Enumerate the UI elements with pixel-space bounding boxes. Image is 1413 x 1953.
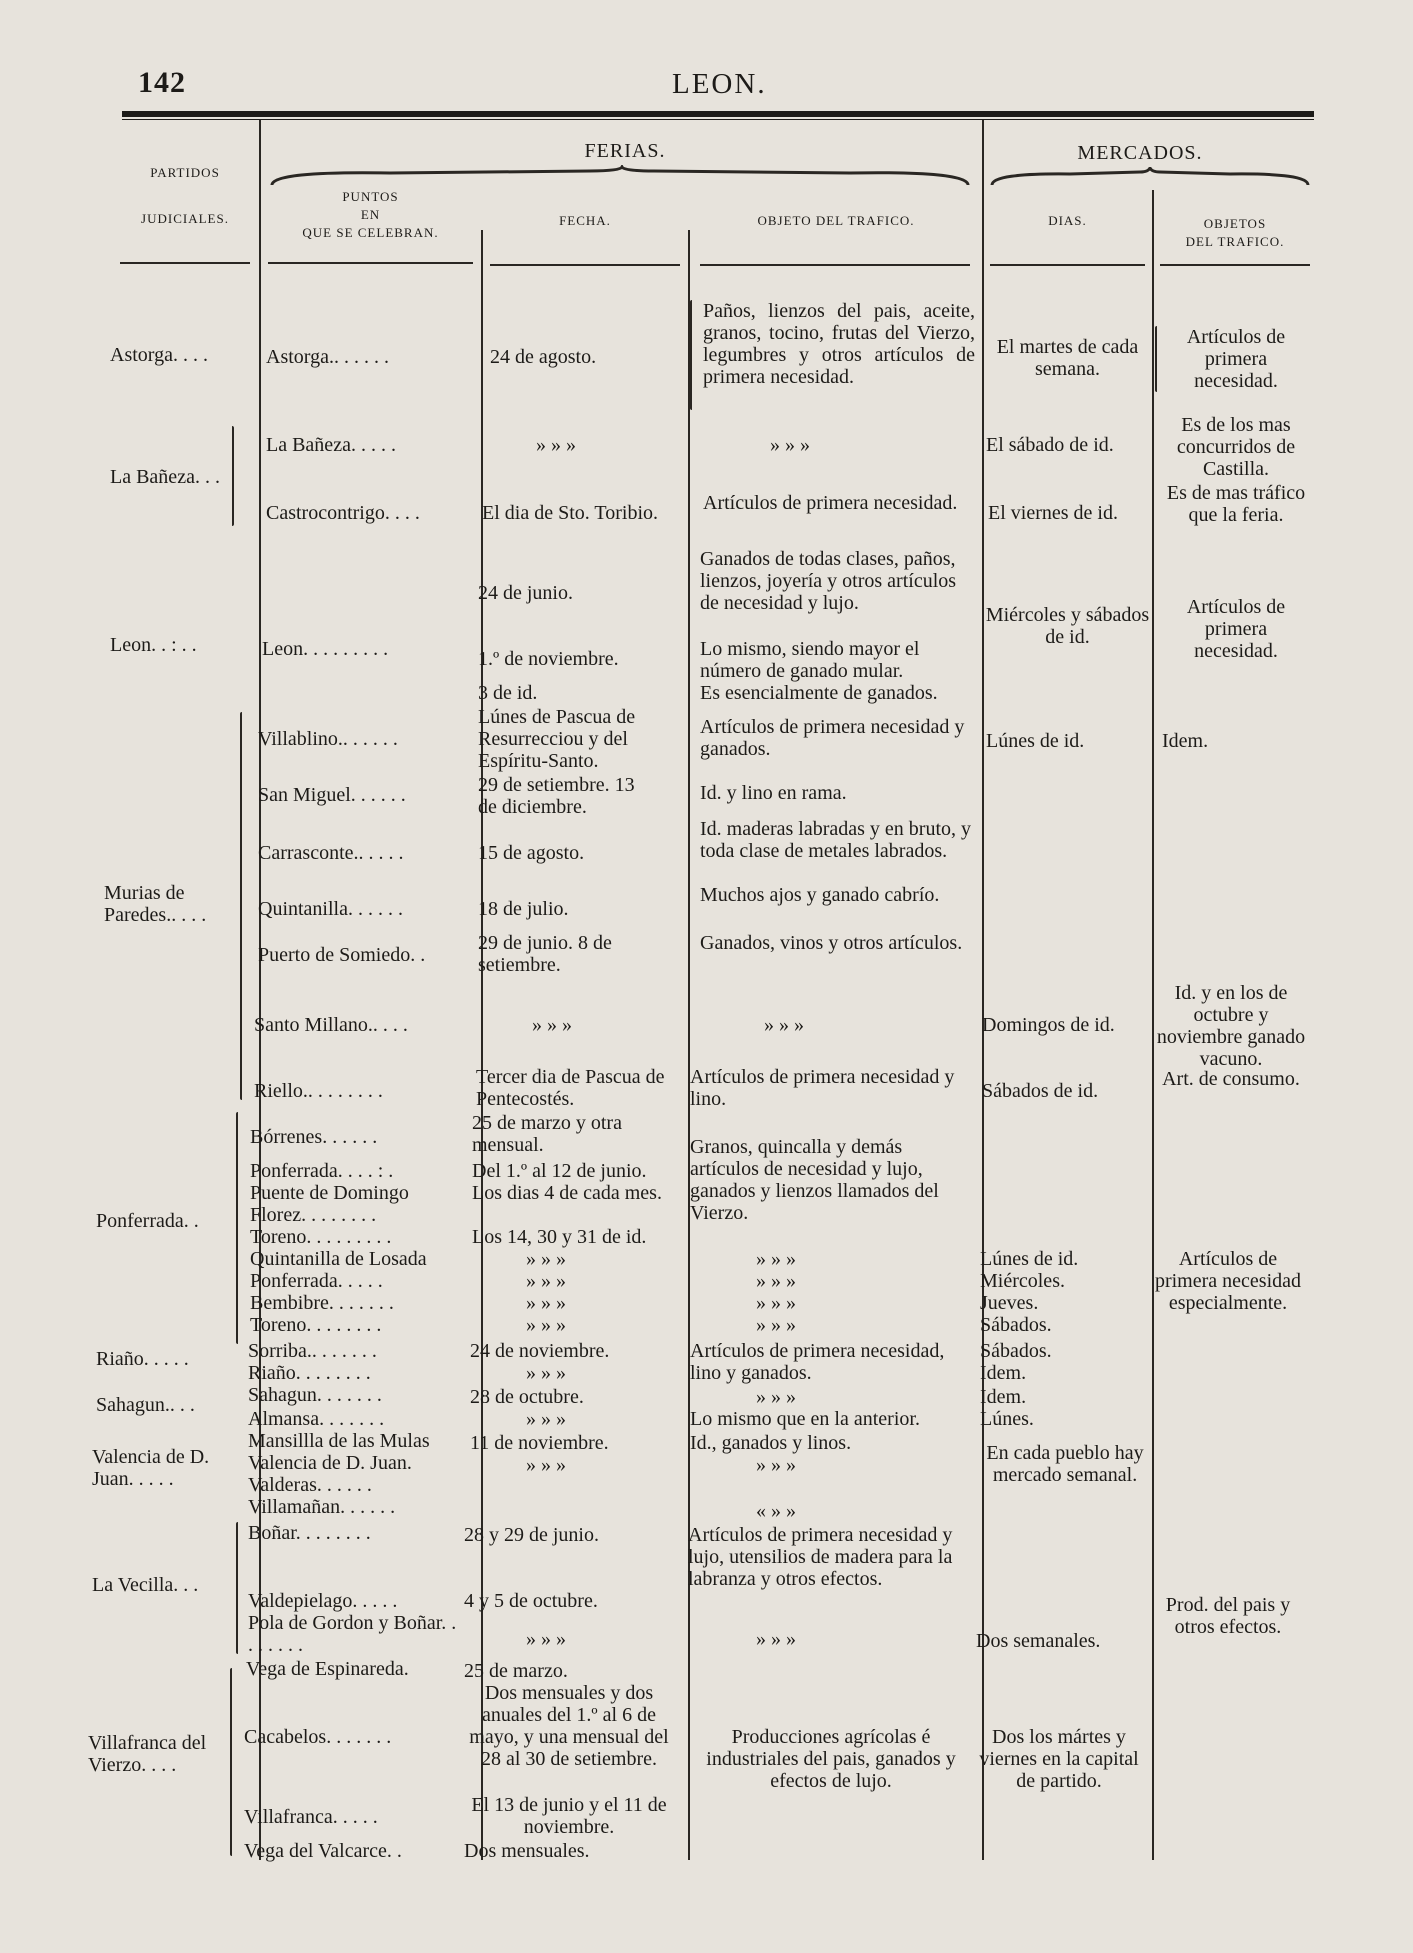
- fecha-riello: Tercer dia de Pascua de Pentecostés.: [476, 1066, 665, 1110]
- header-partidos: [120, 150, 250, 242]
- fecha-villablino: Lúnes de Pascua de Resurrecciou y del Espíritu-Santo.: [478, 706, 636, 772]
- objetos-millano: Id. y en los de octubre y noviembre ganado vacuno.: [1156, 982, 1306, 1070]
- header-rule: [120, 262, 250, 264]
- dias-riano: Idem.: [980, 1362, 1027, 1384]
- dias-sahagun: Idem.: [980, 1386, 1027, 1408]
- punto-mansilla: Mansillla de las Mulas: [248, 1430, 430, 1452]
- punto-valdepielago: Valdepielago. . . . .: [248, 1590, 398, 1612]
- header-puntos-line1: PUNTOS: [342, 189, 399, 204]
- objetos-riello: Art. de consumo.: [1162, 1068, 1300, 1090]
- punto-ponferrada-1: Ponferrada. . . . : .: [250, 1160, 394, 1182]
- punto-baneza: La Bañeza. . . . .: [266, 434, 396, 456]
- mercados-brace: [990, 167, 1310, 189]
- header-objetos: [1160, 215, 1310, 251]
- punto-sahagun: Sahagun. . . . . . .: [248, 1384, 382, 1406]
- dias-leon: Miércoles y sábados de id.: [985, 604, 1150, 648]
- objeto-somiedo: Ganados, vinos y otros artículos.: [700, 932, 963, 954]
- punto-villamanan: Villamañan. . . . . .: [248, 1496, 396, 1518]
- brace-partido-baneza: [232, 426, 234, 526]
- punto-millano: Santo Millano.. . . .: [254, 1014, 408, 1036]
- header-ferias: FERIAS.: [584, 140, 666, 162]
- punto-bonar: Boñar. . . . . . . .: [248, 1522, 371, 1544]
- fecha-toreno-2: » » »: [526, 1314, 566, 1336]
- dias-baneza: El sábado de id.: [986, 434, 1114, 456]
- objetos-ponferrada: Artículos de primera necesidad especialmente.: [1154, 1248, 1302, 1314]
- top-rule-thin: [122, 119, 1314, 120]
- dias-villafranca: Dos los mártes y viernes en la capital de partido.: [979, 1726, 1139, 1792]
- objeto-bembibre: » » »: [756, 1292, 796, 1314]
- objeto-pola: » » »: [756, 1628, 796, 1650]
- objeto-toreno-2: » » »: [756, 1314, 796, 1336]
- objeto-astorga: Paños, lienzos del pais, aceite, granos, tocino, frutas del Vierzo, legumbres y otros artículos de primera necesidad.: [703, 300, 975, 388]
- header-dias: DIAS.: [1048, 213, 1087, 228]
- objeto-villamanan: « » »: [756, 1500, 796, 1522]
- dias-bembibre: Jueves.: [980, 1292, 1039, 1314]
- fecha-almansa: » » »: [526, 1408, 566, 1430]
- fecha-valcarce: Dos mensuales.: [464, 1840, 590, 1862]
- objetos-villablino: Idem.: [1162, 730, 1209, 752]
- dias-vecilla: Dos semanales.: [976, 1630, 1101, 1652]
- fecha-ponferrada-1: Del 1.º al 12 de junio.: [472, 1160, 647, 1182]
- dias-almansa: Lúnes.: [980, 1408, 1034, 1430]
- dias-toreno-2: Sábados.: [980, 1314, 1052, 1336]
- punto-riello: Riello.. . . . . . . .: [254, 1080, 383, 1102]
- punto-almansa: Almansa. . . . . . .: [248, 1408, 385, 1430]
- header-rule: [268, 262, 473, 264]
- header-fecha: FECHA.: [559, 213, 611, 228]
- brace-objetos-astorga: [1155, 326, 1157, 392]
- fecha-sorriba: 24 de noviembre.: [470, 1340, 610, 1362]
- objeto-leon-2: Lo mismo, siendo mayor el número de ganado mular.: [700, 638, 920, 682]
- punto-sanmiguel: San Miguel. . . . . .: [258, 784, 406, 806]
- punto-valencia: Valencia de D. Juan.: [248, 1452, 412, 1474]
- page-number: 142: [138, 66, 186, 99]
- fecha-leon-3: 3 de id.: [478, 682, 538, 704]
- partido-murias: Murias de Paredes.. . . .: [104, 882, 207, 926]
- fecha-quintanilla: 18 de julio.: [478, 898, 569, 920]
- dias-castrocontrigo: El viernes de id.: [988, 502, 1118, 524]
- dias-villablino: Lúnes de id.: [986, 730, 1085, 752]
- fecha-leon-2: 1.º de noviembre.: [478, 648, 619, 670]
- objeto-almansa: Lo mismo que en la anterior.: [690, 1408, 920, 1430]
- punto-vega: Vega de Espinareda.: [246, 1658, 409, 1680]
- objeto-millano: » » »: [764, 1014, 804, 1036]
- top-rule: [122, 111, 1314, 117]
- punto-borrenes: Bórrenes. . . . . .: [250, 1126, 378, 1148]
- fecha-bonar: 28 y 29 de junio.: [464, 1524, 599, 1546]
- fecha-valencia: » » »: [526, 1454, 566, 1476]
- objetos-astorga: Artículos de primera necesidad.: [1186, 326, 1286, 392]
- punto-carrasconte: Carrasconte.. . . . .: [258, 842, 404, 864]
- dias-ponferrada-2: Miércoles.: [980, 1270, 1065, 1292]
- header-partidos-line1: PARTIDOS: [150, 165, 220, 180]
- fecha-mansilla: 11 de noviembre.: [470, 1432, 609, 1454]
- partido-baneza: La Bañeza. . .: [110, 466, 220, 488]
- punto-puente: Puente de Domingo Florez. . . . . . . .: [250, 1182, 409, 1226]
- dias-riello: Sábados de id.: [982, 1080, 1099, 1102]
- partido-astorga: Astorga. . . .: [110, 344, 208, 366]
- dias-losada: Lúnes de id.: [980, 1248, 1079, 1270]
- objeto-valencia: » » »: [756, 1454, 796, 1476]
- fecha-millano: » » »: [532, 1014, 572, 1036]
- header-puntos-line2: EN: [360, 207, 381, 222]
- objeto-riano-group: Artículos de primera necesidad, lino y ganados.: [690, 1340, 945, 1384]
- punto-toreno-2: Toreno. . . . . . . .: [250, 1314, 382, 1336]
- partido-valencia: Valencia de D. Juan. . . . .: [92, 1446, 210, 1490]
- objeto-losada: » » »: [756, 1248, 796, 1270]
- objetos-baneza: Es de los mas concurridos de Castilla.: [1176, 414, 1296, 480]
- header-objetos-line2: DEL TRAFICO.: [1185, 234, 1285, 249]
- fecha-villafranca: El 13 de junio y el 11 de noviembre.: [471, 1794, 667, 1838]
- objeto-sanmiguel: Id. y lino en rama.: [700, 782, 847, 804]
- fecha-toreno-1: Los 14, 30 y 31 de id.: [472, 1226, 647, 1248]
- fecha-losada: » » »: [526, 1248, 566, 1270]
- fecha-cacabelos: Dos mensuales y dos anuales del 1.º al 6 de mayo, y una mensual del 28 al 30 de setiembre.: [469, 1682, 669, 1770]
- objeto-villablino: Artículos de primera necesidad y ganados.: [700, 716, 965, 760]
- objeto-leon-3: Es esencialmente de ganados.: [700, 682, 938, 704]
- partido-vecilla: La Vecilla. . .: [92, 1574, 199, 1596]
- header-rule: [490, 264, 680, 266]
- header-mercados: MERCADOS.: [1077, 142, 1203, 164]
- objeto-quintanilla: Muchos ajos y ganado cabrío.: [700, 884, 940, 906]
- objeto-villafranca: Producciones agrícolas é industriales del pais, ganados y efectos de lujo.: [706, 1726, 956, 1792]
- dias-valencia: En cada pueblo hay mercado semanal.: [986, 1442, 1144, 1486]
- fecha-carrasconte: 15 de agosto.: [478, 842, 585, 864]
- header-rule: [700, 264, 970, 266]
- punto-valcarce: Vega del Valcarce. .: [244, 1840, 402, 1862]
- objeto-riello: Artículos de primera necesidad y lino.: [690, 1066, 955, 1110]
- brace-objeto-astorga: [690, 300, 692, 410]
- fecha-borrenes: 25 de marzo y otra mensual.: [472, 1112, 622, 1156]
- header-rule: [990, 264, 1145, 266]
- punto-bembibre: Bembibre. . . . . . .: [250, 1292, 394, 1314]
- punto-quintanilla: Quintanilla. . . . . .: [258, 898, 403, 920]
- punto-pola: Pola de Gordon y Boñar. . . . . . . .: [248, 1612, 457, 1656]
- header-puntos-line3: QUE SE CELEBRAN.: [302, 225, 439, 240]
- fecha-somiedo: 29 de junio. 8 de setiembre.: [478, 932, 612, 976]
- punto-villablino: Villablino.. . . . . .: [258, 728, 398, 750]
- fecha-sahagun: 28 de octubre.: [470, 1386, 584, 1408]
- fecha-bembibre: » » »: [526, 1292, 566, 1314]
- fecha-sanmiguel: 29 de setiembre. 13 de diciembre.: [478, 774, 635, 818]
- objetos-vecilla: Prod. del pais y otros efectos.: [1165, 1594, 1291, 1638]
- header-objetos-line1: OBJETOS: [1203, 216, 1267, 231]
- objeto-castrocontrigo: Artículos de primera necesidad.: [703, 492, 958, 514]
- objeto-carrasconte: Id. maderas labradas y en bruto, y toda clase de metales labrados.: [700, 818, 972, 862]
- fecha-astorga: 24 de agosto.: [490, 346, 597, 368]
- partido-sahagun: Sahagun.. . .: [96, 1394, 195, 1416]
- fecha-castrocontrigo: El dia de Sto. Toribio.: [482, 502, 658, 524]
- punto-leon: Leon. . . . . . . . .: [262, 638, 389, 660]
- punto-ponferrada-2: Ponferrada. . . . .: [250, 1270, 383, 1292]
- brace-partido-vecilla: [236, 1522, 238, 1654]
- punto-riano: Riaño. . . . . . . .: [248, 1362, 371, 1384]
- page-title: LEON.: [672, 68, 767, 100]
- punto-villafranca: Villafranca. . . . .: [244, 1806, 378, 1828]
- punto-castrocontrigo: Castrocontrigo. . . .: [266, 502, 420, 524]
- punto-somiedo: Puerto de Somiedo. .: [258, 944, 426, 966]
- objeto-ponferrada-group: Granos, quincalla y demás artículos de necesidad y lujo, ganados y lienzos llamados del Vierzo.: [690, 1136, 939, 1224]
- partido-riano: Riaño. . . . .: [96, 1348, 189, 1370]
- partido-leon: Leon. . : . .: [110, 634, 197, 656]
- punto-sorriba: Sorriba.. . . . . . .: [248, 1340, 377, 1362]
- dias-millano: Domingos de id.: [982, 1014, 1115, 1036]
- punto-cacabelos: Cacabelos. . . . . . .: [244, 1726, 392, 1748]
- objetos-castrocontrigo: Es de mas tráfico que la feria.: [1166, 482, 1306, 526]
- header-rule: [1160, 264, 1310, 266]
- punto-losada: Quintanilla de Losada: [250, 1248, 427, 1270]
- header-puntos: [268, 188, 473, 242]
- partido-ponferrada: Ponferrada. .: [96, 1210, 199, 1232]
- objeto-baneza: » » »: [770, 434, 810, 456]
- objeto-leon-1: Ganados de todas clases, paños, lienzos, joyería y otros artículos de necesidad y lujo.: [700, 548, 957, 614]
- ferias-brace: [270, 165, 970, 189]
- fecha-valdepielago: 4 y 5 de octubre.: [464, 1590, 598, 1612]
- punto-toreno-1: Toreno. . . . . . . . .: [250, 1226, 392, 1248]
- fecha-pola: » » »: [526, 1628, 566, 1650]
- objeto-ponferrada-2: » » »: [756, 1270, 796, 1292]
- objeto-sahagun: » » »: [756, 1386, 796, 1408]
- objeto-bonar: Artículos de primera necesidad y lujo, utensilios de madera para la labranza y otros efectos.: [688, 1524, 953, 1590]
- objetos-leon: Artículos de primera necesidad.: [1186, 596, 1286, 662]
- header-objeto: OBJETO DEL TRAFICO.: [757, 213, 915, 228]
- punto-astorga: Astorga.. . . . . .: [266, 346, 389, 368]
- brace-partido-ponferrada: [236, 1112, 238, 1344]
- column-rule: [481, 230, 483, 1860]
- partido-villafranca: Villafranca del Vierzo. . . .: [88, 1732, 207, 1776]
- dias-sorriba: Sábados.: [980, 1340, 1052, 1362]
- fecha-puente: Los dias 4 de cada mes.: [472, 1182, 662, 1204]
- punto-valderas: Valderas. . . . . .: [248, 1474, 372, 1496]
- fecha-riano: » » »: [526, 1362, 566, 1384]
- column-rule: [982, 120, 984, 1860]
- fecha-ponferrada-2: » » »: [526, 1270, 566, 1292]
- fecha-leon-1: 24 de junio.: [478, 582, 573, 604]
- fecha-baneza: » » »: [536, 434, 576, 456]
- dias-astorga: El martes de cada semana.: [996, 336, 1139, 380]
- objeto-mansilla: Id., ganados y linos.: [690, 1432, 852, 1454]
- fecha-vega: 25 de marzo.: [464, 1660, 568, 1682]
- header-partidos-line2: JUDICIALES.: [141, 211, 229, 226]
- column-rule: [688, 230, 690, 1860]
